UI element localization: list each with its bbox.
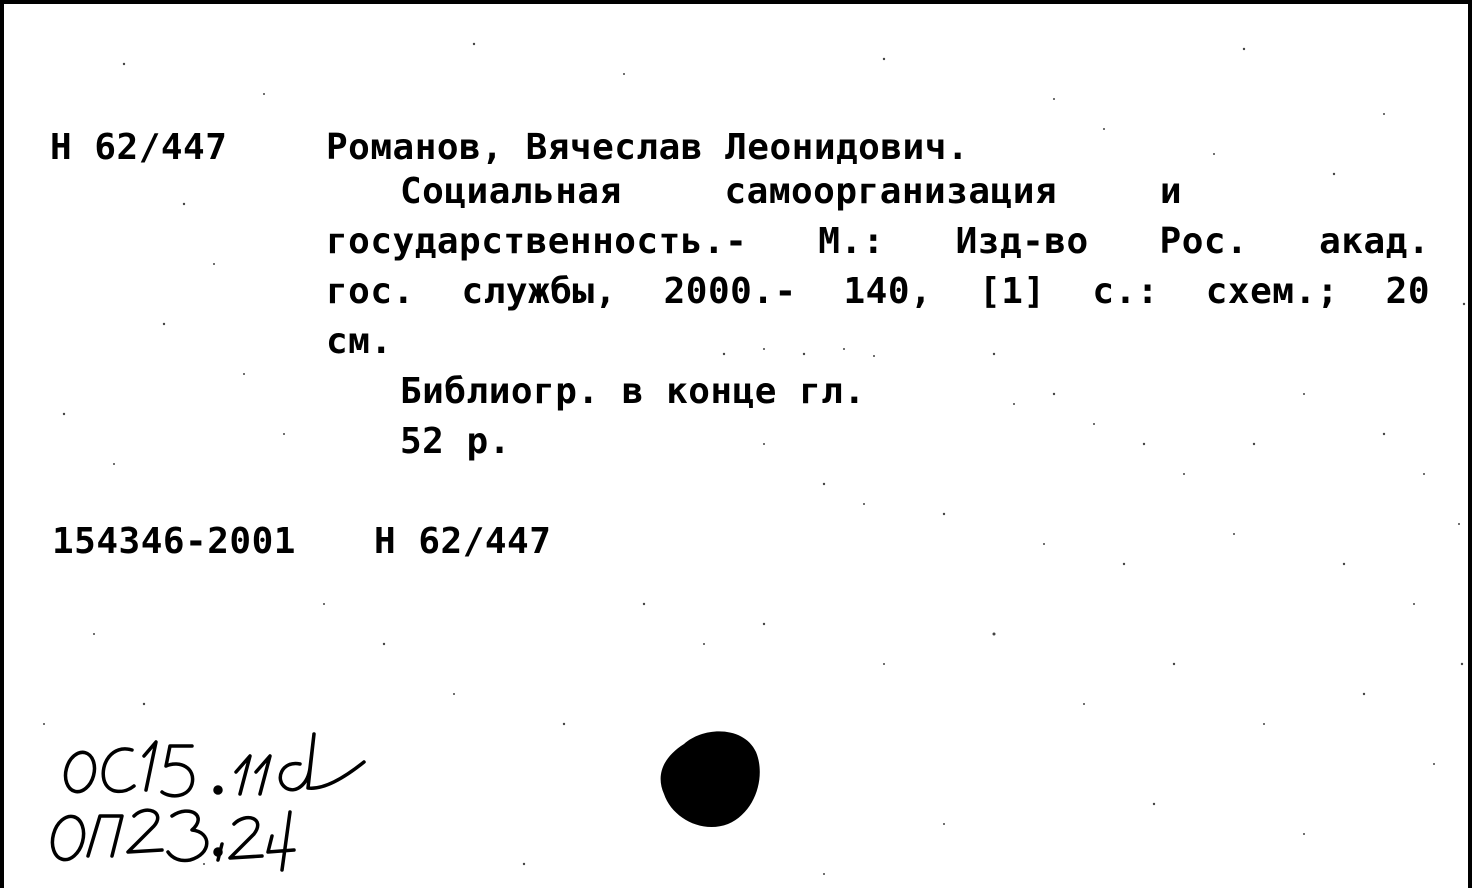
title-line-2: государственность.- М.: Изд-во Рос. акад. [326,221,1430,262]
inventory-shelfmark: Н 62/447 [374,521,552,562]
shelfmark: Н 62/447 [50,127,228,168]
punch-hole [4,4,1472,892]
bibliography-note: Библиогр. в конце гл. [400,371,866,412]
title-line-1: Социальная самоорганизация и [400,171,1182,212]
title-line-4: см. [326,321,393,362]
price: 52 р. [400,421,511,462]
title-line-3: гос. службы, 2000.- 140, [1] с.: схем.; 20 [326,271,1430,312]
inventory-number: 154346-2001 [52,521,296,562]
author-heading: Романов, Вячеслав Леонидович. [326,127,970,168]
